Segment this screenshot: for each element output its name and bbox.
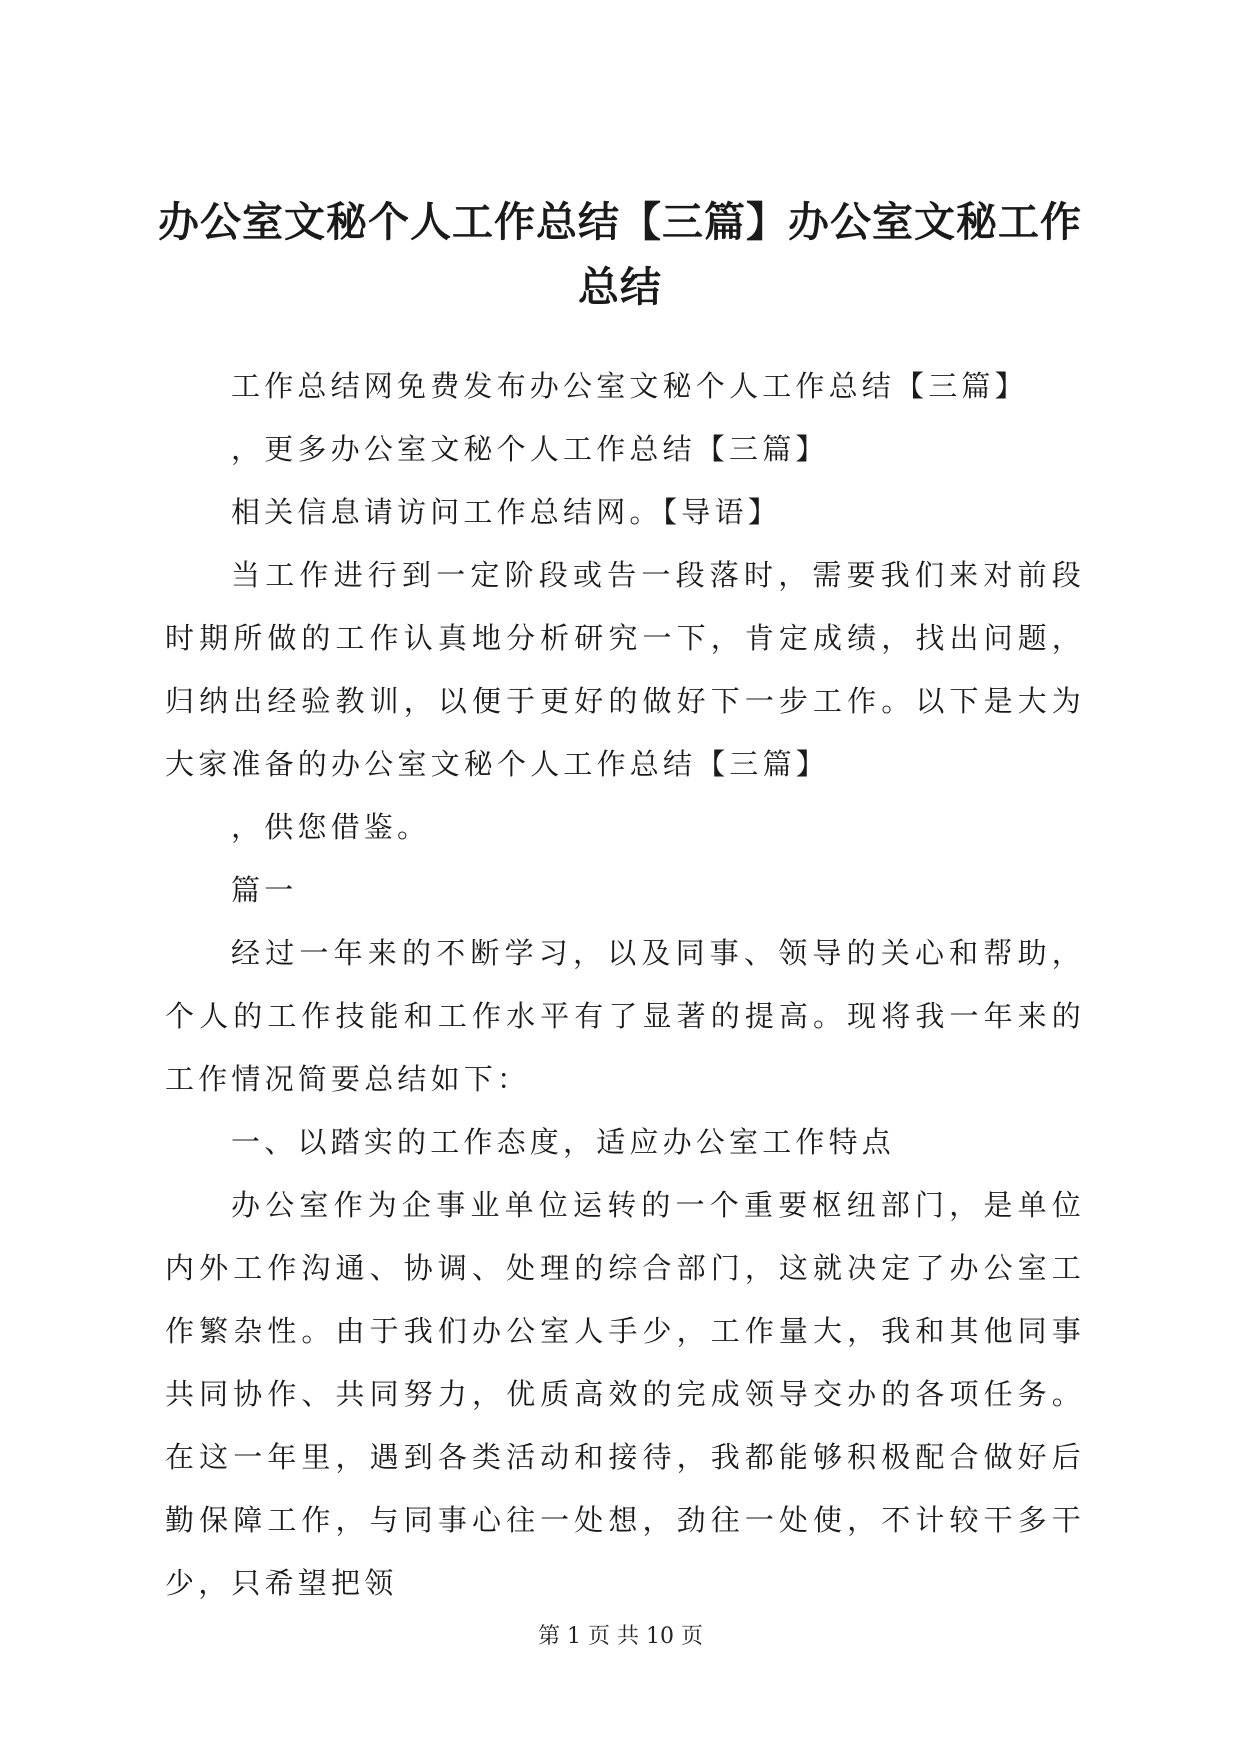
document-title: 办公室文秘个人工作总结【三篇】办公室文秘工作总结 bbox=[158, 198, 1082, 311]
subsection-heading: 一、以踏实的工作态度，适应办公室工作特点 bbox=[231, 1125, 896, 1159]
page-footer: 第 1 页 共 10 页 bbox=[538, 1624, 703, 1649]
paragraph: ，更多办公室文秘个人工作总结【三篇】 bbox=[231, 432, 829, 466]
document-body bbox=[165, 355, 1085, 1615]
paragraph: 办公室作为企事业单位运转的一个重要枢纽部门，是单位内外工作沟通、协调、处理的综合部门，这就决定了办公室工作繁杂性。由于我们办公室人手少，工作量大，我和其他同事共同协作、共同努力，优质高效的完成领导交办的各项任务。在这一年里，遇到各类活动和接待，我都能够积极配合做好后勤保障工作，与同事心往一处想，劲往一处使，不计较干多干少，只希望把领 bbox=[165, 1188, 1085, 1600]
paragraph: ，供您借鉴。 bbox=[231, 810, 431, 844]
paragraph: 工作总结网免费发布办公室文秘个人工作总结【三篇】 bbox=[231, 369, 1028, 403]
section-heading: 篇一 bbox=[231, 873, 298, 907]
paragraph: 相关信息请访问工作总结网。【导语】 bbox=[231, 495, 781, 529]
paragraph: 经过一年来的不断学习，以及同事、领导的关心和帮助，个人的工作技能和工作水平有了显著的提高。现将我一年来的工作情况简要总结如下： bbox=[165, 936, 1085, 1096]
paragraph: 当工作进行到一定阶段或告一段落时，需要我们来对前段时期所做的工作认真地分析研究一下，肯定成绩，找出问题，归纳出经验教训，以便于更好的做好下一步工作。以下是大为大家准备的办公室文秘个人工作总结【三篇】 bbox=[165, 558, 1085, 781]
